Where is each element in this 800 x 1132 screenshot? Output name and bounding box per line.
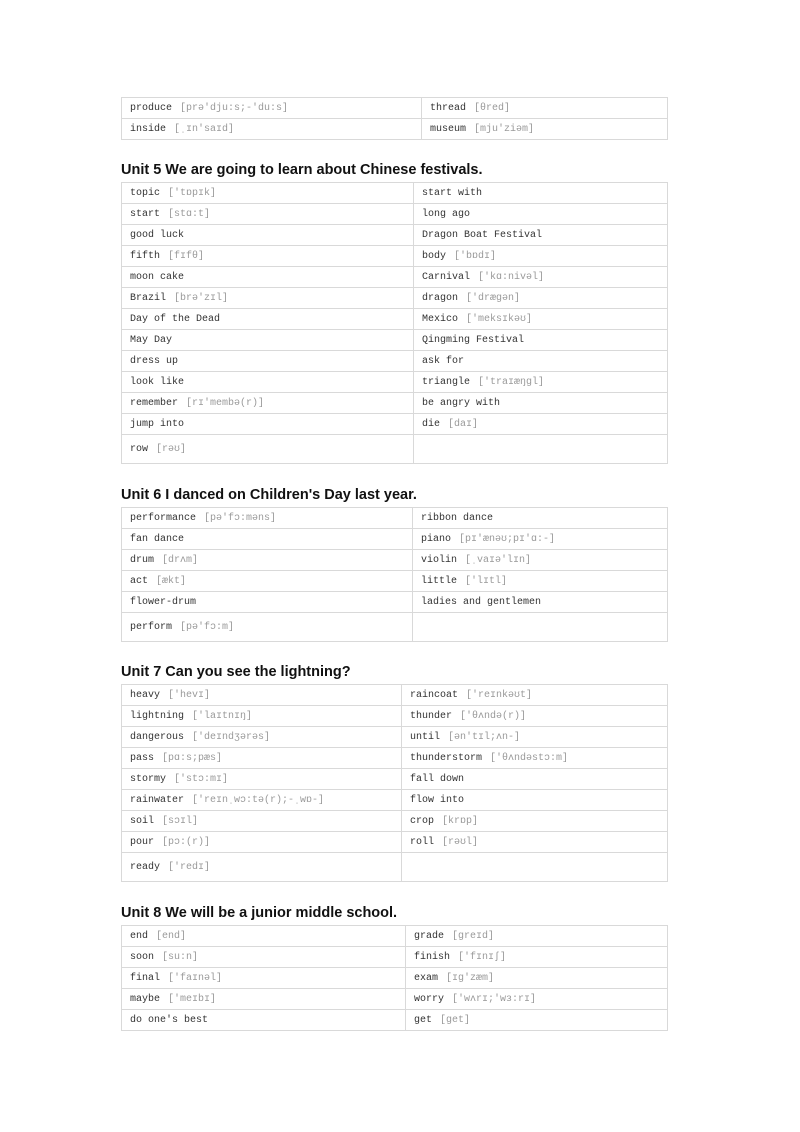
- vocab-cell: [414, 393, 668, 414]
- vocab-cell: [122, 968, 406, 989]
- vocab-word: dragon: [422, 292, 459, 304]
- vocab-cell: [122, 811, 402, 832]
- vocab-cell: [122, 288, 414, 309]
- vocab-cell: [414, 330, 668, 351]
- vocab-cell: [414, 351, 668, 372]
- vocab-word: row: [130, 443, 149, 455]
- table-row: [122, 330, 668, 351]
- vocab-word: dress up: [130, 355, 179, 367]
- phonetic-transcription: ['reɪnˌwɔ:tə(r);-ˌwɒ-]: [192, 794, 325, 806]
- vocab-cell: [122, 592, 413, 613]
- vocab-word: moon cake: [130, 271, 185, 283]
- table-row: [122, 592, 668, 613]
- vocab-word: thunderstorm: [410, 752, 483, 764]
- table-row: [122, 119, 668, 140]
- table-row: [122, 853, 668, 882]
- vocab-word: lightning: [130, 710, 185, 722]
- vocab-cell: [122, 414, 414, 435]
- vocab-word: soil: [130, 815, 155, 827]
- vocab-cell: [122, 309, 414, 330]
- phonetic-transcription: ['meɪbɪ]: [168, 993, 217, 1005]
- vocab-word: drum: [130, 554, 155, 566]
- phonetic-transcription: ['reɪnkəʊt]: [466, 689, 533, 701]
- vocab-cell: [414, 267, 668, 288]
- vocab-cell: [414, 204, 668, 225]
- phonetic-transcription: [pɪ'ænəʊ;pɪ'ɑ:-]: [459, 533, 556, 545]
- vocab-cell: [402, 853, 668, 882]
- table-row: [122, 769, 668, 790]
- vocab-word: body: [422, 250, 447, 262]
- table-row: [122, 571, 668, 592]
- vocab-table: [121, 684, 668, 882]
- vocab-cell: [402, 727, 668, 748]
- vocab-cell: [122, 769, 402, 790]
- vocab-cell: [122, 853, 402, 882]
- vocab-cell: [414, 372, 668, 393]
- phonetic-transcription: [pə'fɔ:m]: [180, 621, 235, 633]
- phonetic-transcription: ['lɪtl]: [465, 575, 508, 587]
- vocab-cell: [122, 204, 414, 225]
- vocab-word: perform: [130, 621, 173, 633]
- vocab-cell: [122, 267, 414, 288]
- vocab-cell: [414, 414, 668, 435]
- phonetic-transcription: ['laɪtnɪŋ]: [192, 710, 253, 722]
- phonetic-transcription: [prə'dju:s;-'du:s]: [180, 102, 289, 114]
- vocab-word: be angry with: [422, 397, 501, 409]
- vocab-word: start with: [422, 187, 483, 199]
- vocab-cell: [406, 968, 668, 989]
- phonetic-transcription: ['stɔ:mɪ]: [174, 773, 229, 785]
- vocab-cell: [122, 330, 414, 351]
- vocab-word: performance: [130, 512, 197, 524]
- vocab-cell: [122, 183, 414, 204]
- vocab-word: grade: [414, 930, 445, 942]
- vocab-word: look like: [130, 376, 185, 388]
- table-row: [122, 529, 668, 550]
- vocab-cell: [422, 98, 668, 119]
- vocab-cell: [402, 769, 668, 790]
- table-row: [122, 183, 668, 204]
- vocab-cell: [402, 685, 668, 706]
- phonetic-transcription: ['wʌrɪ;'wɜ:rɪ]: [452, 993, 537, 1005]
- vocab-cell: [413, 529, 668, 550]
- vocab-cell: [122, 947, 406, 968]
- vocab-cell: [122, 225, 414, 246]
- phonetic-transcription: [ækt]: [156, 575, 187, 587]
- vocab-word: final: [130, 972, 161, 984]
- vocab-cell: [413, 613, 668, 642]
- phonetic-transcription: [krɒp]: [442, 815, 479, 827]
- vocab-cell: [122, 706, 402, 727]
- vocab-word: fifth: [130, 250, 161, 262]
- vocab-cell: [122, 435, 414, 464]
- table-row: [122, 748, 668, 769]
- phonetic-transcription: [greɪd]: [452, 930, 495, 942]
- phonetic-transcription: [fɪfθ]: [168, 250, 205, 262]
- vocab-word: Mexico: [422, 313, 459, 325]
- table-row: [122, 414, 668, 435]
- vocab-cell: [122, 550, 413, 571]
- vocab-cell: [122, 119, 422, 140]
- phonetic-transcription: [rəʊ]: [156, 443, 187, 455]
- phonetic-transcription: ['hevɪ]: [168, 689, 211, 701]
- phonetic-transcription: [brə'zɪl]: [174, 292, 229, 304]
- table-row: [122, 1010, 668, 1031]
- table-row: [122, 267, 668, 288]
- vocab-cell: [122, 748, 402, 769]
- table-row: [122, 811, 668, 832]
- vocab-word: rainwater: [130, 794, 185, 806]
- phonetic-transcription: [su:n]: [162, 951, 199, 963]
- vocab-word: start: [130, 208, 161, 220]
- phonetic-transcription: [pə'fɔ:məns]: [204, 512, 277, 524]
- table-row: [122, 351, 668, 372]
- vocab-word: ladies and gentlemen: [421, 596, 542, 608]
- table-row: [122, 98, 668, 119]
- vocab-word: Qingming Festival: [422, 334, 525, 346]
- phonetic-transcription: ['fɪnɪʃ]: [458, 951, 507, 963]
- vocab-word: die: [422, 418, 441, 430]
- vocab-cell: [122, 246, 414, 267]
- phonetic-transcription: ['tɒpɪk]: [168, 187, 217, 199]
- vocab-cell: [406, 926, 668, 947]
- vocab-cell: [413, 550, 668, 571]
- unit-7-title: Unit 7 Can you see the lightning?: [121, 664, 351, 680]
- table-row: [122, 832, 668, 853]
- vocab-word: ask for: [422, 355, 465, 367]
- vocab-cell: [122, 790, 402, 811]
- phonetic-transcription: [drʌm]: [162, 554, 199, 566]
- table-row: [122, 288, 668, 309]
- vocab-word: flower-drum: [130, 596, 197, 608]
- vocab-word: thread: [430, 102, 467, 114]
- unit-6-vocab: [121, 507, 667, 642]
- vocab-cell: [413, 592, 668, 613]
- table-row: [122, 706, 668, 727]
- vocab-cell: [414, 288, 668, 309]
- vocab-cell: [422, 119, 668, 140]
- unit-5-vocab: [121, 182, 667, 464]
- phonetic-transcription: ['θʌndə(r)]: [460, 710, 527, 722]
- vocab-word: stormy: [130, 773, 167, 785]
- phonetic-transcription: [rɪ'membə(r)]: [186, 397, 265, 409]
- phonetic-transcription: [sɔɪl]: [162, 815, 199, 827]
- vocab-word: ready: [130, 861, 161, 873]
- vocab-table: [121, 507, 668, 642]
- vocab-word: violin: [421, 554, 458, 566]
- table-row: [122, 550, 668, 571]
- vocab-cell: [122, 989, 406, 1010]
- vocab-cell: [122, 832, 402, 853]
- vocab-word: Brazil: [130, 292, 167, 304]
- vocab-word: pass: [130, 752, 155, 764]
- vocab-word: dangerous: [130, 731, 185, 743]
- table-row: [122, 508, 668, 529]
- vocab-word: finish: [414, 951, 451, 963]
- unit-5-title: Unit 5 We are going to learn about Chinese festivals.: [121, 162, 483, 178]
- table-row: [122, 309, 668, 330]
- phonetic-transcription: ['faɪnəl]: [168, 972, 223, 984]
- vocab-cell: [122, 508, 413, 529]
- vocab-cell: [122, 372, 414, 393]
- vocab-cell: [414, 246, 668, 267]
- phonetic-transcription: ['deɪndʒərəs]: [192, 731, 271, 743]
- phonetic-transcription: [mju'ziəm]: [474, 123, 535, 135]
- table-row: [122, 790, 668, 811]
- vocab-word: Day of the Dead: [130, 313, 221, 325]
- vocab-word: heavy: [130, 689, 161, 701]
- vocab-cell: [122, 393, 414, 414]
- unit-7-vocab: [121, 684, 667, 882]
- vocab-cell: [414, 225, 668, 246]
- vocab-word: good luck: [130, 229, 185, 241]
- vocab-cell: [122, 351, 414, 372]
- vocab-word: pour: [130, 836, 155, 848]
- vocab-cell: [402, 748, 668, 769]
- vocab-word: museum: [430, 123, 467, 135]
- vocab-cell: [402, 706, 668, 727]
- vocab-word: long ago: [422, 208, 471, 220]
- vocab-word: end: [130, 930, 149, 942]
- vocab-word: inside: [130, 123, 167, 135]
- vocab-word: Dragon Boat Festival: [422, 229, 543, 241]
- table-row: [122, 225, 668, 246]
- vocab-cell: [413, 508, 668, 529]
- phonetic-transcription: [get]: [440, 1014, 471, 1026]
- vocab-cell: [122, 613, 413, 642]
- vocab-word: thunder: [410, 710, 453, 722]
- vocab-cell: [413, 571, 668, 592]
- vocab-word: act: [130, 575, 149, 587]
- vocab-word: little: [421, 575, 458, 587]
- phonetic-transcription: [end]: [156, 930, 187, 942]
- vocab-cell: [406, 989, 668, 1010]
- table-row: [122, 685, 668, 706]
- vocab-word: triangle: [422, 376, 471, 388]
- vocab-word: soon: [130, 951, 155, 963]
- vocab-cell: [406, 1010, 668, 1031]
- phonetic-transcription: ['kɑ:nivəl]: [478, 271, 545, 283]
- table-row: [122, 372, 668, 393]
- vocab-table: [121, 97, 668, 140]
- table-row: [122, 246, 668, 267]
- vocab-cell: [402, 832, 668, 853]
- phonetic-transcription: ['drægən]: [466, 292, 521, 304]
- phonetic-transcription: [ˌɪn'saɪd]: [174, 123, 235, 135]
- vocab-cell: [414, 309, 668, 330]
- vocab-word: remember: [130, 397, 179, 409]
- unit-8-title: Unit 8 We will be a junior middle school.: [121, 905, 398, 921]
- vocab-word: piano: [421, 533, 452, 545]
- table-row: [122, 613, 668, 642]
- vocab-cell: [122, 529, 413, 550]
- phonetic-transcription: ['θʌndəstɔ:m]: [490, 752, 569, 764]
- phonetic-transcription: ['bɒdɪ]: [454, 250, 497, 262]
- table-row: [122, 435, 668, 464]
- vocab-cell: [122, 1010, 406, 1031]
- phonetic-transcription: [ˌvaɪə'lɪn]: [465, 554, 532, 566]
- phonetic-transcription: ['traɪæŋgl]: [478, 376, 545, 388]
- vocab-cell: [402, 790, 668, 811]
- vocab-word: until: [410, 731, 441, 743]
- table-row: [122, 204, 668, 225]
- vocab-cell: [122, 98, 422, 119]
- vocab-cell: [402, 811, 668, 832]
- table-row: [122, 727, 668, 748]
- unit-8-vocab: [121, 925, 667, 1031]
- vocab-table: [121, 925, 668, 1031]
- phonetic-transcription: [θred]: [474, 102, 511, 114]
- vocab-word: fall down: [410, 773, 465, 785]
- vocab-word: fan dance: [130, 533, 185, 545]
- vocab-table: [121, 182, 668, 464]
- vocab-word: topic: [130, 187, 161, 199]
- vocab-word: May Day: [130, 334, 173, 346]
- vocab-cell: [406, 947, 668, 968]
- vocab-table-continued: [121, 97, 667, 140]
- vocab-word: do one's best: [130, 1014, 209, 1026]
- vocab-cell: [122, 926, 406, 947]
- phonetic-transcription: ['redɪ]: [168, 861, 211, 873]
- phonetic-transcription: [stɑ:t]: [168, 208, 211, 220]
- table-row: [122, 926, 668, 947]
- vocab-word: flow into: [410, 794, 465, 806]
- vocab-word: raincoat: [410, 689, 459, 701]
- vocab-word: jump into: [130, 418, 185, 430]
- phonetic-transcription: [ən'tɪl;ʌn-]: [448, 731, 521, 743]
- vocab-word: produce: [130, 102, 173, 114]
- table-row: [122, 989, 668, 1010]
- vocab-cell: [122, 685, 402, 706]
- vocab-word: Carnival: [422, 271, 471, 283]
- phonetic-transcription: [pɑ:s;pæs]: [162, 752, 223, 764]
- vocab-cell: [414, 435, 668, 464]
- vocab-word: worry: [414, 993, 445, 1005]
- vocab-cell: [122, 727, 402, 748]
- vocab-word: crop: [410, 815, 435, 827]
- phonetic-transcription: [ɪg'zæm]: [446, 972, 495, 984]
- phonetic-transcription: [daɪ]: [448, 418, 479, 430]
- vocab-cell: [122, 571, 413, 592]
- table-row: [122, 947, 668, 968]
- vocab-word: get: [414, 1014, 433, 1026]
- vocab-word: ribbon dance: [421, 512, 494, 524]
- phonetic-transcription: ['meksɪkəʊ]: [466, 313, 533, 325]
- vocab-word: maybe: [130, 993, 161, 1005]
- table-row: [122, 968, 668, 989]
- phonetic-transcription: [rəʊl]: [442, 836, 479, 848]
- vocab-word: roll: [410, 836, 435, 848]
- vocab-cell: [414, 183, 668, 204]
- phonetic-transcription: [pɔ:(r)]: [162, 836, 211, 848]
- vocab-word: exam: [414, 972, 439, 984]
- table-row: [122, 393, 668, 414]
- unit-6-title: Unit 6 I danced on Children's Day last year.: [121, 487, 417, 503]
